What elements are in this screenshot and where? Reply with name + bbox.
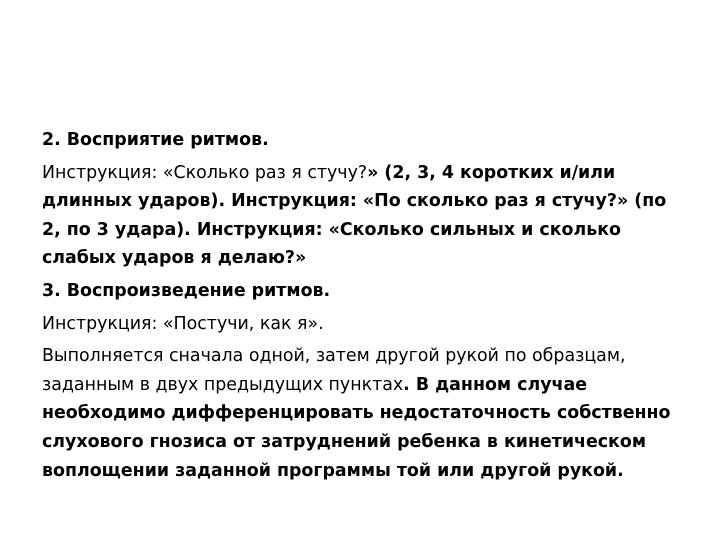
instruction-text-6: »	[295, 248, 307, 269]
section-3-heading: 3. Воспроизведение ритмов.	[42, 280, 331, 301]
section-2-heading: 2. Восприятие ритмов.	[42, 130, 269, 150]
instruction-text-1: Инструкция: «Сколько раз я стучу?	[42, 162, 368, 183]
section-2-instructions	[42, 159, 682, 273]
body-text-3: .	[617, 460, 624, 481]
body-text-1: Выполняется сначала одной, затем другой рукой по образцам, заданным в двух предыдущих пунктах	[42, 346, 626, 395]
instruction-text-4: » (по 2, по 3 удара	[42, 191, 667, 240]
section-3-instruction: Инструкция: «Постучи, как я».	[42, 313, 324, 334]
instruction-text-5: ). Инструкция: «Сколько сильных и сколько слабых ударов я делаю?	[42, 219, 621, 269]
slide-content	[42, 126, 682, 485]
instruction-text-2: » (2, 3, 4 коротких и/или длинных ударов	[42, 162, 616, 212]
instruction-text-3: ). Инструкция: «По сколько раз я стучу?	[210, 191, 617, 212]
body-text-2: . В данном случае необходимо дифференцировать недостаточность собственно слухового гнозиса от затруднений ребенка в кинетическом воплощении заданной программы той или другой рукой	[42, 374, 671, 481]
section-3-body	[42, 342, 682, 485]
